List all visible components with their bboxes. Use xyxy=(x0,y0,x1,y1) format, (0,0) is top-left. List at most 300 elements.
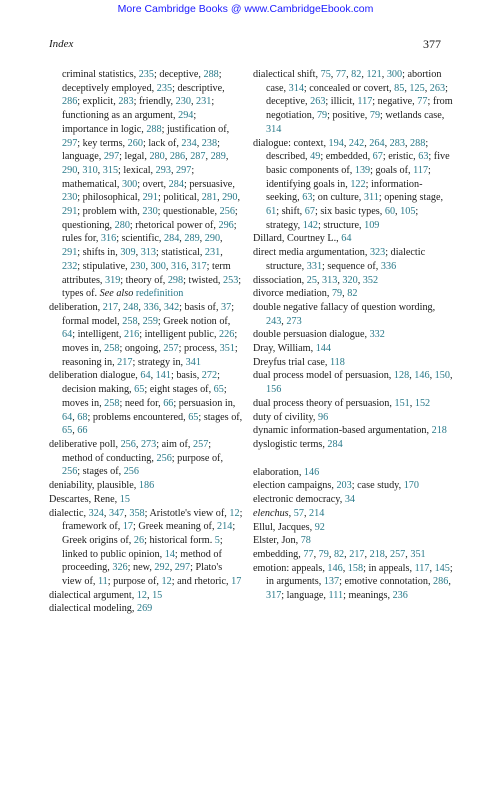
page-reference-link[interactable]: 216 xyxy=(123,329,140,341)
page-reference-link[interactable]: 66 xyxy=(163,397,174,409)
page-reference-link[interactable]: 300 xyxy=(386,69,403,80)
entry-text: ; six basic types, xyxy=(314,206,385,218)
entry-text: , xyxy=(303,507,310,519)
entry-text: , xyxy=(72,411,78,423)
page-reference-link[interactable]: 260 xyxy=(127,137,143,149)
page-reference-link[interactable]: 332 xyxy=(369,329,385,341)
page-reference-link[interactable]: 232 xyxy=(62,260,78,272)
page-reference-link[interactable]: 314 xyxy=(288,82,304,94)
page-reference-link[interactable]: 60 xyxy=(384,206,396,218)
entry-text: deliberation, xyxy=(49,301,103,313)
page-reference-link[interactable]: 291 xyxy=(142,192,158,204)
page-reference-link[interactable]: 12 xyxy=(229,507,240,519)
page-reference-link[interactable]: 310 xyxy=(82,164,98,176)
page-reference-link[interactable]: 297 xyxy=(62,137,78,149)
entry-text: Ellul, Jacques, xyxy=(253,521,315,533)
page-reference-link[interactable]: 315 xyxy=(102,164,119,176)
page-reference-link[interactable]: 37 xyxy=(221,301,232,313)
entry-text: ; wetlands case, xyxy=(380,110,445,122)
entry-text: ; Greek origins of, xyxy=(62,521,236,546)
entry-text: ; formal model, xyxy=(62,301,235,327)
entry-text: ; intelligent, xyxy=(72,329,124,341)
page-reference-link[interactable]: 141 xyxy=(155,370,171,382)
page-reference-link[interactable]: 5 xyxy=(214,534,220,546)
index-column-right xyxy=(253,68,453,603)
page-reference-link[interactable]: 291 xyxy=(62,206,78,218)
page-reference-link[interactable]: 289 xyxy=(184,233,200,245)
page-reference-link[interactable]: 144 xyxy=(315,343,331,355)
page-reference-link[interactable]: 257 xyxy=(163,343,179,355)
entry-text: , xyxy=(337,274,343,286)
page-reference-link[interactable]: 231 xyxy=(204,247,221,259)
page-reference-link[interactable]: 146 xyxy=(414,370,430,382)
page-reference-link[interactable]: 264 xyxy=(369,137,385,149)
entry-text: ; emotive connotation, xyxy=(339,576,434,588)
page-reference-link[interactable]: 203 xyxy=(336,480,352,492)
page-reference-link[interactable]: 290 xyxy=(62,164,78,176)
page-reference-link[interactable]: 297 xyxy=(174,562,191,574)
page-reference-link[interactable]: 65 xyxy=(188,411,199,423)
page-reference-link[interactable]: redefinition xyxy=(135,288,184,300)
entry-text: , xyxy=(381,69,387,80)
entry-text: dialectical shift, xyxy=(253,69,321,80)
page-reference-link[interactable]: 150 xyxy=(434,370,450,382)
page-reference-link[interactable]: 317 xyxy=(266,590,282,602)
page-reference-link[interactable]: 49 xyxy=(310,151,321,163)
entry-text: , xyxy=(313,548,319,560)
entry-text: , xyxy=(404,82,410,94)
entry-text: , xyxy=(342,288,348,300)
page-reference-link[interactable]: 298 xyxy=(167,274,184,286)
entry-text: ; political, xyxy=(157,192,202,204)
entry-text: ; illicit, xyxy=(325,96,358,108)
entry-text: , xyxy=(220,233,223,245)
page-reference-link[interactable]: 67 xyxy=(372,151,383,163)
entry-text: ; case study, xyxy=(351,480,404,492)
page-reference-link[interactable]: 351 xyxy=(410,548,426,560)
entry-text: ; shifts in, xyxy=(77,247,121,259)
page-reference-link[interactable]: 146 xyxy=(327,562,343,574)
entry-text: ; functioning as an argument, xyxy=(62,96,215,122)
page-reference-link[interactable]: 289 xyxy=(210,151,226,163)
index-entry xyxy=(253,287,453,301)
page-reference-link[interactable]: 111 xyxy=(328,590,344,602)
page-reference-link[interactable]: 283 xyxy=(118,96,134,108)
entry-text: , xyxy=(281,315,287,327)
index-entry xyxy=(253,137,453,233)
page-reference-link[interactable]: 288 xyxy=(146,123,162,135)
entry-text: , xyxy=(135,247,141,259)
page-reference-link[interactable]: 230 xyxy=(142,206,158,218)
entry-text: deliberation dialogue, xyxy=(49,370,141,382)
index-entry xyxy=(253,562,453,603)
entry-text: dynamic information-based argumentation, xyxy=(253,425,432,437)
page-reference-link[interactable]: 309 xyxy=(120,247,136,259)
page-reference-link[interactable]: 142 xyxy=(302,219,318,231)
page-reference-link[interactable]: 122 xyxy=(350,178,366,190)
index-entry xyxy=(253,424,453,438)
page-reference-link[interactable]: 256 xyxy=(62,466,78,478)
page-reference-link[interactable]: 314 xyxy=(266,123,282,135)
page-reference-link[interactable]: 286 xyxy=(62,96,78,108)
page-reference-link[interactable]: 235 xyxy=(138,69,154,80)
entry-text: Dreyfus trial case, xyxy=(253,356,330,368)
index-entry xyxy=(253,438,453,452)
page-reference-link[interactable]: 117 xyxy=(357,96,373,108)
page-reference-link[interactable]: 34 xyxy=(344,494,356,506)
page-reference-link[interactable]: 256 xyxy=(123,466,139,478)
page-reference-link[interactable]: 186 xyxy=(138,480,155,492)
entry-text: ; sequence of, xyxy=(322,260,381,272)
entry-text: ; basis of, xyxy=(179,301,222,313)
entry-text: duty of civility, xyxy=(253,411,318,423)
entry-text: , xyxy=(103,507,109,519)
page-reference-link[interactable]: 273 xyxy=(140,438,157,450)
page-reference-link[interactable]: 336 xyxy=(143,301,159,313)
page-reference-link[interactable]: 65 xyxy=(213,384,224,396)
page-reference-link[interactable]: 290 xyxy=(222,192,238,204)
page-reference-link[interactable]: 336 xyxy=(380,260,397,272)
page-reference-link[interactable]: 63 xyxy=(302,192,313,204)
index-entry xyxy=(253,479,453,493)
page-reference-link[interactable]: 65 xyxy=(62,425,73,437)
entry-text: Elster, Jon, xyxy=(253,535,301,547)
entry-text: , xyxy=(343,137,349,149)
page-reference-link[interactable]: 256 xyxy=(156,452,172,464)
page-reference-link[interactable]: 324 xyxy=(88,507,104,519)
entry-text: , xyxy=(405,548,411,560)
page-reference-link[interactable]: 14 xyxy=(164,548,175,560)
page-reference-link[interactable]: 296 xyxy=(218,219,234,231)
page-reference-link[interactable]: 156 xyxy=(266,384,282,396)
page-reference-link[interactable]: 194 xyxy=(328,137,344,149)
ebook-banner-link[interactable]: More Cambridge Books @ www.CambridgeEbook.com xyxy=(117,3,374,15)
page-reference-link[interactable]: 65 xyxy=(134,384,145,396)
entry-text: , xyxy=(361,69,367,80)
page-reference-link[interactable]: 63 xyxy=(418,151,429,163)
page-reference-link[interactable]: 272 xyxy=(201,370,218,382)
entry-text: ; method of conducting, xyxy=(62,438,212,464)
entry-text: , xyxy=(164,151,170,163)
entry-text: , xyxy=(237,192,240,204)
entry-text: , xyxy=(72,425,78,437)
entry-text: ; in arguments, xyxy=(266,562,453,588)
page-reference-link[interactable]: 68 xyxy=(77,411,88,423)
page-reference-link[interactable]: 139 xyxy=(354,164,371,176)
entry-text: ; lexical, xyxy=(118,164,156,176)
page-reference-link[interactable]: 300 xyxy=(121,178,138,190)
entry-text: , xyxy=(146,589,153,601)
entry-text: ; historical form. xyxy=(144,534,215,546)
page-reference-link[interactable]: 256 xyxy=(219,206,235,218)
page-reference-link[interactable]: 342 xyxy=(163,301,180,313)
entry-text: , xyxy=(424,82,430,94)
index-entry xyxy=(253,369,453,396)
entry-text: double persuasion dialogue, xyxy=(253,329,370,341)
page-reference-link[interactable]: 230 xyxy=(175,96,191,108)
entry-text: ; in appeals, xyxy=(363,562,415,574)
entry-text: , xyxy=(169,562,175,574)
page-reference-link[interactable]: 263 xyxy=(429,82,446,94)
page-reference-link[interactable]: 294 xyxy=(178,110,194,122)
index-entry xyxy=(253,411,453,425)
page-reference-link[interactable]: 319 xyxy=(105,274,121,286)
page-reference-link[interactable]: 121 xyxy=(366,69,382,80)
page-reference-link[interactable]: 284 xyxy=(168,178,184,190)
entry-text: , xyxy=(138,301,144,313)
page-reference-link[interactable]: 226 xyxy=(219,329,235,341)
entry-text: embedding, xyxy=(253,548,304,560)
entry-text: ; strategy in, xyxy=(132,356,186,368)
page-reference-link[interactable]: 79 xyxy=(316,110,328,122)
page-reference-link[interactable]: 351 xyxy=(219,343,235,355)
page-reference-link[interactable]: 352 xyxy=(362,274,379,286)
entry-text: ; strategy, xyxy=(266,206,419,231)
index-entry xyxy=(49,589,243,603)
page-reference-link[interactable]: 61 xyxy=(266,206,277,218)
page-reference-link[interactable]: 257 xyxy=(389,548,406,560)
entry-text: , xyxy=(190,96,197,108)
entry-text: Dillard, Courtney L., xyxy=(253,233,342,245)
page-reference-link[interactable]: 286 xyxy=(169,151,186,163)
page-reference-link[interactable]: 283 xyxy=(389,137,405,149)
page-reference-link[interactable]: 231 xyxy=(196,96,212,108)
page-reference-link[interactable]: 311 xyxy=(363,192,379,204)
page-reference-link[interactable]: 218 xyxy=(369,548,385,560)
page-reference-link[interactable]: 259 xyxy=(142,315,158,327)
entry-text: , xyxy=(342,562,348,574)
page-reference-link[interactable]: 217 xyxy=(349,548,365,560)
page-reference-link[interactable]: 257 xyxy=(193,438,209,450)
entry-text: ; persuasion in, xyxy=(173,397,236,409)
page-reference-link[interactable]: 26 xyxy=(133,534,145,546)
page-reference-link[interactable]: 64 xyxy=(140,370,151,382)
page-reference-link[interactable]: 152 xyxy=(414,397,431,409)
entry-text: ; described, xyxy=(266,137,429,163)
entry-text: ; overt, xyxy=(137,178,169,190)
page-reference-link[interactable]: 331 xyxy=(306,260,323,272)
entry-text: ; eristic, xyxy=(382,151,419,163)
page-reference-link[interactable]: 341 xyxy=(185,356,201,368)
page-reference-link[interactable]: 291 xyxy=(62,247,78,259)
page-reference-link[interactable]: 82 xyxy=(347,288,358,300)
page-reference-link[interactable]: 293 xyxy=(155,164,171,176)
entry-text: direct media argumentation, xyxy=(253,247,370,259)
page-reference-link[interactable]: 263 xyxy=(310,96,326,108)
page-reference-link[interactable]: 326 xyxy=(112,562,128,574)
page-reference-link[interactable]: 128 xyxy=(393,370,410,382)
entry-text: , xyxy=(404,137,411,149)
entry-text: Dray, William, xyxy=(253,343,316,355)
entry-text: , xyxy=(364,548,370,560)
entry-text: ; moves in, xyxy=(62,329,238,355)
entry-text: ; problems encountered, xyxy=(87,411,189,423)
page-reference-link[interactable]: 313 xyxy=(322,274,338,286)
page-reference-link[interactable]: 230 xyxy=(130,260,146,272)
page-reference-link[interactable]: 358 xyxy=(129,507,145,519)
page-reference-link[interactable]: 78 xyxy=(300,535,311,547)
entry-text: ; friendly, xyxy=(133,96,176,108)
page-reference-link[interactable]: 105 xyxy=(400,206,416,218)
entry-text: ; decision making, xyxy=(62,370,220,396)
page-reference-link[interactable]: 214 xyxy=(217,521,233,533)
page-reference-link[interactable]: 256 xyxy=(120,438,136,450)
page-reference-link[interactable]: 66 xyxy=(77,425,88,437)
page-reference-link[interactable]: 79 xyxy=(369,110,381,122)
page-reference-link[interactable]: 284 xyxy=(164,233,180,245)
page-reference-link[interactable]: 79 xyxy=(318,548,329,560)
running-header-section: Index xyxy=(49,38,74,50)
page-reference-link[interactable]: 218 xyxy=(431,425,447,437)
page-reference-link[interactable]: 317 xyxy=(191,260,207,272)
index-entry xyxy=(253,507,453,521)
page-reference-link[interactable]: 253 xyxy=(223,274,239,286)
page-reference-link[interactable]: 286 xyxy=(433,576,449,588)
page-reference-link[interactable]: 288 xyxy=(410,137,426,149)
entry-text: dialectical modeling, xyxy=(49,603,137,615)
page-reference-link[interactable]: 79 xyxy=(331,288,343,300)
page-reference-link[interactable]: 258 xyxy=(104,343,120,355)
entry-text: , xyxy=(135,438,141,450)
page-reference-link[interactable]: 248 xyxy=(123,301,139,313)
page-reference-link[interactable]: 230 xyxy=(62,192,78,204)
entry-text: ; meanings, xyxy=(343,590,393,602)
page-reference-link[interactable]: 77 xyxy=(303,548,314,560)
entry-text: ; explicit, xyxy=(77,96,119,108)
entry-text: election campaigns, xyxy=(253,480,337,492)
page-reference-link[interactable]: 151 xyxy=(394,397,410,409)
page-reference-link[interactable]: 258 xyxy=(104,397,120,409)
page-reference-link[interactable]: 158 xyxy=(347,562,364,574)
page-reference-link[interactable]: 77 xyxy=(335,69,347,80)
index-entry xyxy=(253,534,453,548)
page-reference-link[interactable]: 243 xyxy=(266,315,282,327)
page-reference-link[interactable]: 15 xyxy=(152,589,163,601)
page-reference-link[interactable]: 75 xyxy=(320,69,331,80)
entry-text: , xyxy=(97,164,103,176)
page-reference-link[interactable]: 92 xyxy=(314,521,325,533)
page-reference-link[interactable]: 284 xyxy=(327,438,343,450)
page-reference-link[interactable]: 64 xyxy=(62,329,73,341)
index-entry xyxy=(253,397,453,411)
page-reference-link[interactable]: 117 xyxy=(414,562,430,574)
page-reference-link[interactable]: 269 xyxy=(136,603,153,615)
page-reference-link[interactable]: 64 xyxy=(62,411,73,423)
page-reference-link[interactable]: 313 xyxy=(140,247,156,259)
index-entry xyxy=(253,246,453,273)
page-reference-link[interactable]: 300 xyxy=(150,260,166,272)
entry-text: , xyxy=(77,164,83,176)
page-reference-link[interactable]: 146 xyxy=(303,466,320,478)
entry-text: Descartes, Rene, xyxy=(49,493,120,505)
page-reference-link[interactable]: 292 xyxy=(154,562,170,574)
page-reference-link[interactable]: 96 xyxy=(317,411,329,423)
page-reference-link[interactable]: 67 xyxy=(304,206,315,218)
page-reference-link[interactable]: 236 xyxy=(392,590,408,602)
page-reference-link[interactable]: 217 xyxy=(117,356,133,368)
entry-text: , xyxy=(409,370,415,382)
entry-text: ; framework of, xyxy=(62,507,243,533)
entry-text: ; abortion case, xyxy=(266,69,442,94)
page-reference-link[interactable]: 316 xyxy=(100,233,117,245)
page-reference-link[interactable]: 17 xyxy=(122,521,134,533)
entry-text: ; need for, xyxy=(119,397,164,409)
page-reference-link[interactable]: 57 xyxy=(293,507,304,519)
entry-text: ; rhetorical power of, xyxy=(129,219,219,231)
page-reference-link[interactable]: 242 xyxy=(348,137,365,149)
page-reference-link[interactable]: 117 xyxy=(413,164,429,176)
page-reference-link[interactable]: 15 xyxy=(119,493,130,505)
index-entry xyxy=(49,493,243,507)
page-reference-link[interactable]: 109 xyxy=(364,219,380,231)
entry-text: ; Greek meaning of, xyxy=(133,521,218,533)
page-reference-link[interactable]: 137 xyxy=(323,576,340,588)
entry-text: deliberative poll, xyxy=(49,438,121,450)
page-reference-link[interactable]: 287 xyxy=(190,151,206,163)
page-reference-link[interactable]: 217 xyxy=(102,301,119,313)
entry-text: ; deceptively employed, xyxy=(62,69,222,94)
page-reference-link[interactable]: 281 xyxy=(201,192,218,204)
page-reference-link[interactable]: 297 xyxy=(176,164,192,176)
entry-text: ; moves in, xyxy=(62,384,227,409)
page-reference-link[interactable]: 320 xyxy=(342,274,358,286)
page-reference-link[interactable]: 234 xyxy=(181,137,197,149)
page-reference-link[interactable]: 12 xyxy=(136,589,147,601)
entry-text: , xyxy=(179,233,185,245)
page-reference-link[interactable]: 17 xyxy=(231,576,242,588)
entry-text: , xyxy=(409,397,415,409)
index-column-left xyxy=(49,68,243,616)
page-reference-link[interactable]: 297 xyxy=(103,151,120,163)
entry-text: , xyxy=(395,206,401,218)
page-reference-link[interactable]: 145 xyxy=(434,562,450,574)
page-reference-link[interactable]: 11 xyxy=(97,576,108,588)
entry-text: , xyxy=(186,260,192,272)
page-reference-link[interactable]: 235 xyxy=(156,82,173,94)
page-reference-link[interactable]: 273 xyxy=(286,315,302,327)
entry-text: , xyxy=(165,260,171,272)
page-reference-link[interactable]: 214 xyxy=(309,507,325,519)
entry-text: ; rules for, xyxy=(62,219,237,245)
entry-text: ; purpose of, xyxy=(107,576,162,588)
entry-text: ; stages of, xyxy=(198,411,243,423)
page-reference-link[interactable]: 85 xyxy=(394,82,405,94)
entry-text: , xyxy=(150,370,156,382)
page-reference-link[interactable]: 323 xyxy=(369,247,386,259)
page-reference-link[interactable]: 82 xyxy=(333,548,345,560)
page-reference-link[interactable]: 280 xyxy=(114,219,130,231)
index-entry xyxy=(49,301,243,370)
entry-text: ; identifying goals in, xyxy=(266,164,431,190)
index-entry xyxy=(253,301,453,328)
page-reference-link[interactable]: 290 xyxy=(204,233,221,245)
page-reference-link[interactable]: 280 xyxy=(149,151,165,163)
entry-text: ; process, xyxy=(178,343,220,355)
page-reference-link[interactable]: 316 xyxy=(170,260,187,272)
page-reference-link[interactable]: 125 xyxy=(409,82,425,94)
page-reference-link[interactable]: 288 xyxy=(203,69,219,80)
page-reference-link[interactable]: 77 xyxy=(417,96,428,108)
page-reference-link[interactable]: 258 xyxy=(122,315,138,327)
page-reference-link[interactable]: 118 xyxy=(329,356,345,368)
page-reference-link[interactable]: 347 xyxy=(108,507,125,519)
page-reference-link[interactable]: 12 xyxy=(161,576,172,588)
page-reference-link[interactable]: 64 xyxy=(341,233,352,245)
page-reference-link[interactable]: 170 xyxy=(403,480,419,492)
page-reference-link[interactable]: 25 xyxy=(306,274,317,286)
page-reference-link[interactable]: 82 xyxy=(351,69,362,80)
page-reference-link[interactable]: 238 xyxy=(201,137,218,149)
